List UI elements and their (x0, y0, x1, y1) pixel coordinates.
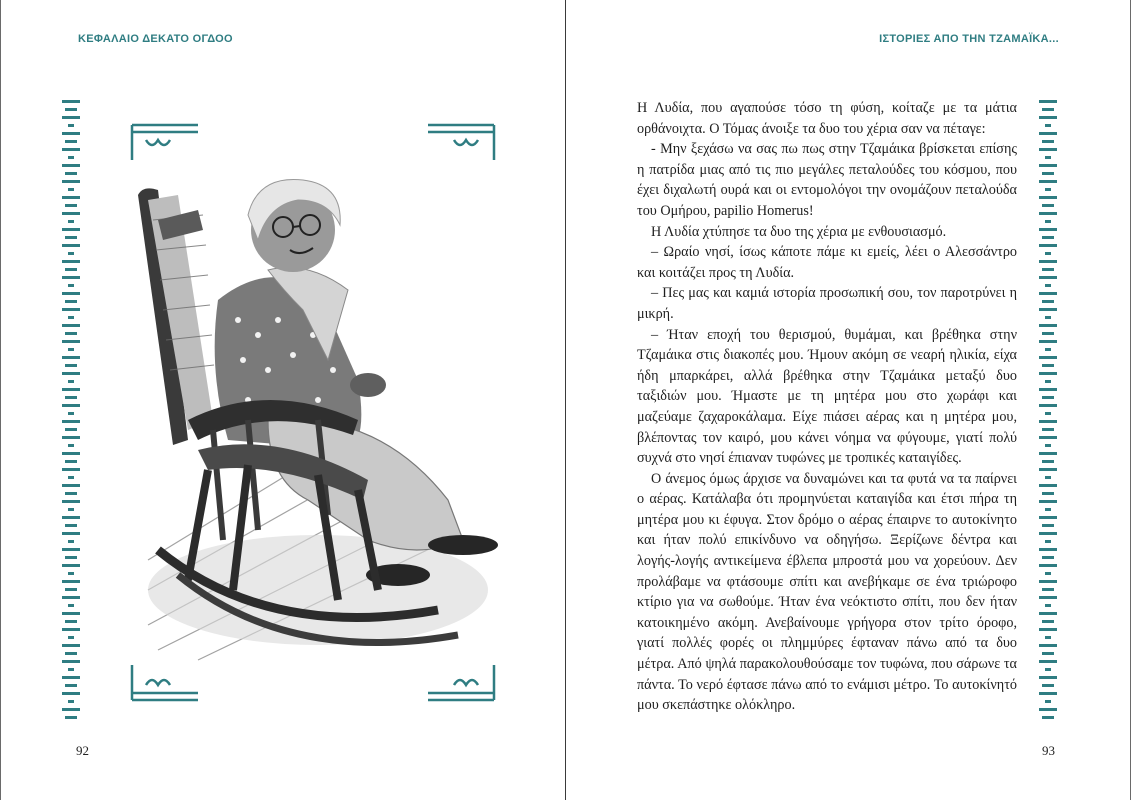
page-number-left: 92 (76, 743, 89, 758)
rocking-chair-illustration (118, 120, 508, 720)
paragraph: – Ήταν εποχή του θερισμού, θυμάμαι, και βρέθηκα στην Τζαμάικα στις διακοπές μου. Ήμουν ακόμη σε νεαρή ηλικία, είχα ήδη μπαρκάρει, αλλά βρέθηκα στην Τζαμάικα μεταξύ δυο ταξιδιών μου. Ήμαστε με τη μητέρα μου στο χωράφι και μαζεύαμε ζαχαροκάλαμα. Είχε πιάσει αέρας και η μητέρα μου, βλέποντας τον καιρό, μου κάνει νόημα να φύγουμε, γιατί πολύ συχνά στο νησί έπιαναν τυφώνες με τροπικές καταιγίδες. (637, 326, 1017, 467)
decorative-border-right (1037, 100, 1059, 725)
running-head-left: ΚΕΦΑΛΑΙΟ ΔΕΚΑΤΟ ΟΓΔΟΟ (78, 33, 233, 45)
paragraph: Η Λυδία χτύπησε τα δυο της χέρια με ενθουσιασμό. (651, 223, 947, 240)
decorative-border-left (60, 100, 82, 725)
paragraph: – Πες μας και καμιά ιστορία προσωπική σου, τον παροτρύνει η μικρή. (637, 285, 1017, 322)
left-page (0, 0, 565, 800)
body-text (637, 98, 1017, 716)
page-number-right: 93 (1042, 743, 1055, 758)
page-edge (0, 0, 1, 800)
paragraph: Η Λυδία, που αγαπούσε τόσο τη φύση, κοίταζε με τα μάτια ορθάνοιχτα. Ο Τόμας άνοιξε τα δυο του χέρια σαν να πέταγε: (637, 100, 1017, 137)
paragraph: Ο άνεμος όμως άρχισε να δυναμώνει και τα φυτά να τα παίρνει ο αέρας. Κατάλαβα ότι προμηνύεται καταιγίδα και έτσι πήρα τη μητέρα μου κι έφυγα. Στον δρόμο ο αέρας έπαιρνε το αυτοκίνητο και ήταν πολύ επικίνδυνο να οδηγήσω. Ξερίζωνε δέντρα και λογής-λογής αντικείμενα έβλεπα μπροστά μου να χορεύουν. Δεν προλάβαμε να φτάσουμε σπίτι και ανεβήκαμε σε ένα τριώροφο κτίριο για να σωθούμε. Ήταν ένα νεόκτιστο σπίτι, που δεν ήταν κατοικημένο ακόμη. Ανεβαίνουμε γρήγορα στον τρίτο όροφο, γιατί πολλές φορές οι πλημμύρες έφταναν πάνω από τα δυο μέτρα. Από ψηλά παρακολουθούσαμε τον τυφώνα, που σάρωνε τα πάντα. Το νερό έφτασε πάνω από το ενάμισι μέτρο. Το αυτοκίνητό μου σκεπάστηκε ολόκληρο. (637, 470, 1017, 714)
running-head-right: ΙΣΤΟΡΙΕΣ ΑΠΟ ΤΗΝ ΤΖΑΜΑΪΚΑ... (879, 33, 1059, 45)
paragraph: – Ωραίο νησί, ίσως κάποτε πάμε κι εμείς, λέει ο Αλεσσάντρο και κοιτάζει προς τη Λυδία. (637, 244, 1017, 281)
paragraph: - Μην ξεχάσω να σας πω πως στην Τζαμάικα βρίσκεται επίσης η πατρίδα μιας από τις πιο μεγάλες πεταλούδες του κόσμου, που έχει διχαλωτή ουρά και οι εντομολόγοι την ονομάζουν πεταλούδα του Ομήρου, papilio Homerus! (637, 141, 1017, 219)
